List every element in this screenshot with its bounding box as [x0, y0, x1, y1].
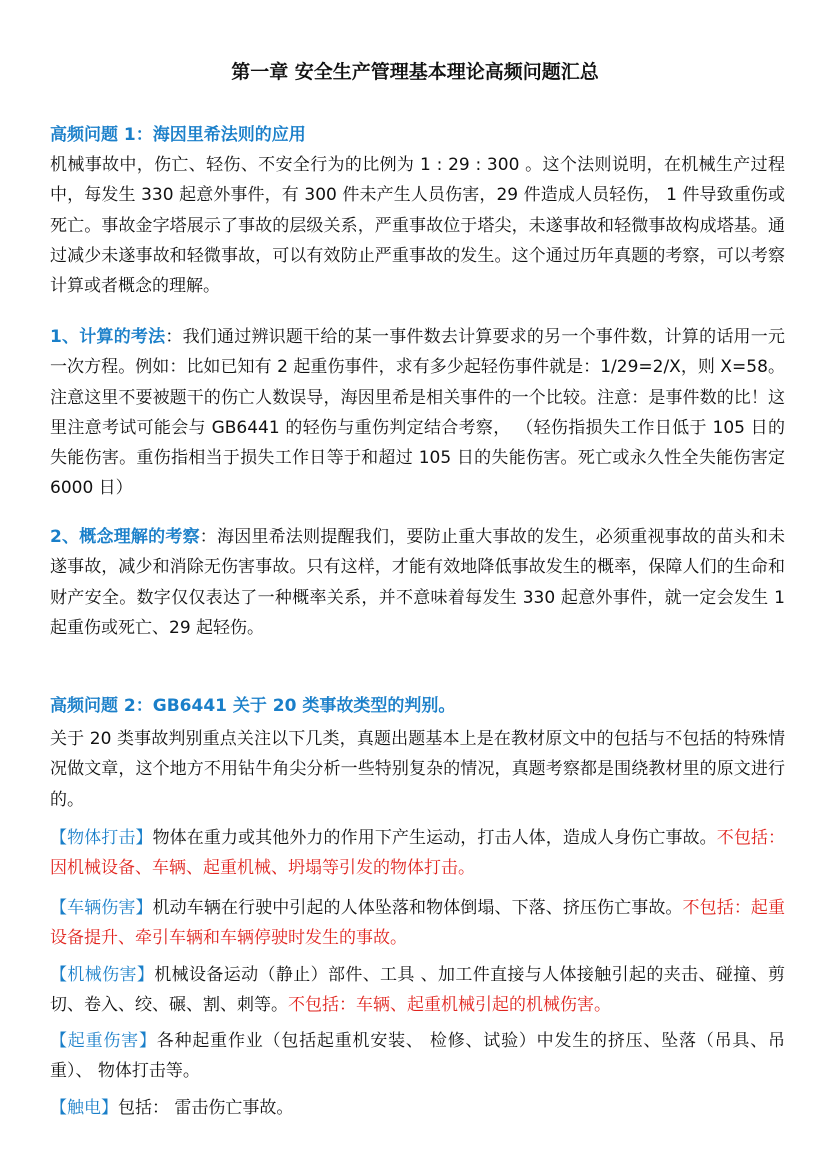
q1-concept-text: ：海因里希法则提醒我们，要防止重大事故的发生，必须重视事故的苗头和未遂事故，减少和消除无伤害事故。只有这样，才能有效地降低事故发生的概率，保障人们的生命和财产安全。数字仅仅表达了一种概率关系，并不意味着每发生 330 起意外事件，就一定会发生 1 起重伤或死亡、29 起轻伤。: [50, 527, 785, 638]
q1-heading: 高频问题 1：海因里希法则的应用: [50, 125, 306, 145]
q1-concept-label: 2、概念理解的考察: [50, 527, 200, 547]
chapter-title: 第一章 安全生产管理基本理论高频问题汇总: [231, 61, 599, 83]
accident-type-tag: 【触电】: [50, 1098, 118, 1118]
accident-type-exclude: 不包括：起重设备提升、牵引车辆和车辆停驶时发生的事故。: [50, 898, 786, 949]
accident-type-item: [50, 893, 785, 954]
accident-type-text: 物体在重力或其他外力的作用下产生运动，打击人体，造成人身伤亡事故。: [152, 828, 717, 848]
accident-type-item: [50, 1026, 785, 1087]
accident-type-text: 包括： 雷击伤亡事故。: [118, 1098, 294, 1118]
q2-intro: 关于 20 类事故判别重点关注以下几类，真题出题基本上是在教材原文中的包括与不包括的特殊情况做文章，这个地方不用钻牛角尖分析一些特别复杂的情况，真题考察都是围绕教材里的原文进行的。: [50, 729, 785, 810]
q1-calc-text: ：我们通过辨识题干给的某一事件数去计算要求的另一个事件数，计算的话用一元一次方程。例如：比如已知有 2 起重伤事件，求有多少起轻伤事件就是：1/29=2/X，则 X=58。注意这里不要被题干的伤亡人数误导，海因里希是相关事件的一个比较。注意：是事件数的比！这里注意考试可能会与 GB6441 的轻伤与重伤判定结合考察， （轻伤指损失工作日低于 105 日的失能伤害。重伤指相当于损失工作日等于和超过 105 日的失能伤害。死亡或永久性全失能伤害定 6000 日）: [50, 327, 785, 499]
q1-concept-paragraph: [50, 522, 785, 643]
accident-type-text: 机械设备运动（静止）部件、工具 、加工件直接与人体接触引起的夹击、碰撞、剪切、卷入、绞、碾、割、刺等。: [50, 965, 786, 1016]
accident-type-tag: 【车辆伤害】: [50, 898, 153, 918]
accident-type-exclude: 不包括：车辆、起重机械引起的机械伤害。: [288, 995, 611, 1016]
accident-type-text: 机动车辆在行驶中引起的人体坠落和物体倒塌、下落、挤压伤亡事故。: [152, 898, 683, 918]
accident-type-tag: 【物体打击】: [50, 828, 153, 848]
q1-calc-label: 1、计算的考法: [50, 327, 166, 347]
accident-type-tag: 【起重伤害】: [50, 1031, 157, 1051]
accident-type-exclude: 不包括：因机械设备、车辆、起重机械、坍塌等引发的物体打击。: [50, 828, 786, 879]
q1-intro: 机械事故中，伤亡、轻伤、不安全行为的比例为 1 : 29 : 300 。这个法则说明，在机械生产过程中，每发生 330 起意外事件，有 300 件未产生人员伤害，29 件造成人员轻伤， 1 件导致重伤或死亡。事故金字塔展示了事故的层级关系，严重事故位于塔尖，未遂事故和轻微事故构成塔基。通过减少未遂事故和轻微事故，可以有效防止严重事故的发生。这个通过历年真题的考察，可以考察计算或者概念的理解。: [50, 155, 785, 297]
q1-calc-paragraph: [50, 322, 785, 504]
accident-type-item: [50, 823, 785, 884]
accident-type-item: [50, 960, 785, 1021]
q2-heading: 高频问题 2：GB6441 关于 20 类事故类型的判别。: [50, 696, 456, 716]
accident-type-text: 各种起重作业（包括起重机安装、 检修、试验）中发生的挤压、坠落（吊具、吊重）、 物体打击等。: [50, 1031, 786, 1082]
accident-type-item: [50, 1093, 785, 1123]
accident-type-tag: 【机械伤害】: [50, 965, 155, 985]
